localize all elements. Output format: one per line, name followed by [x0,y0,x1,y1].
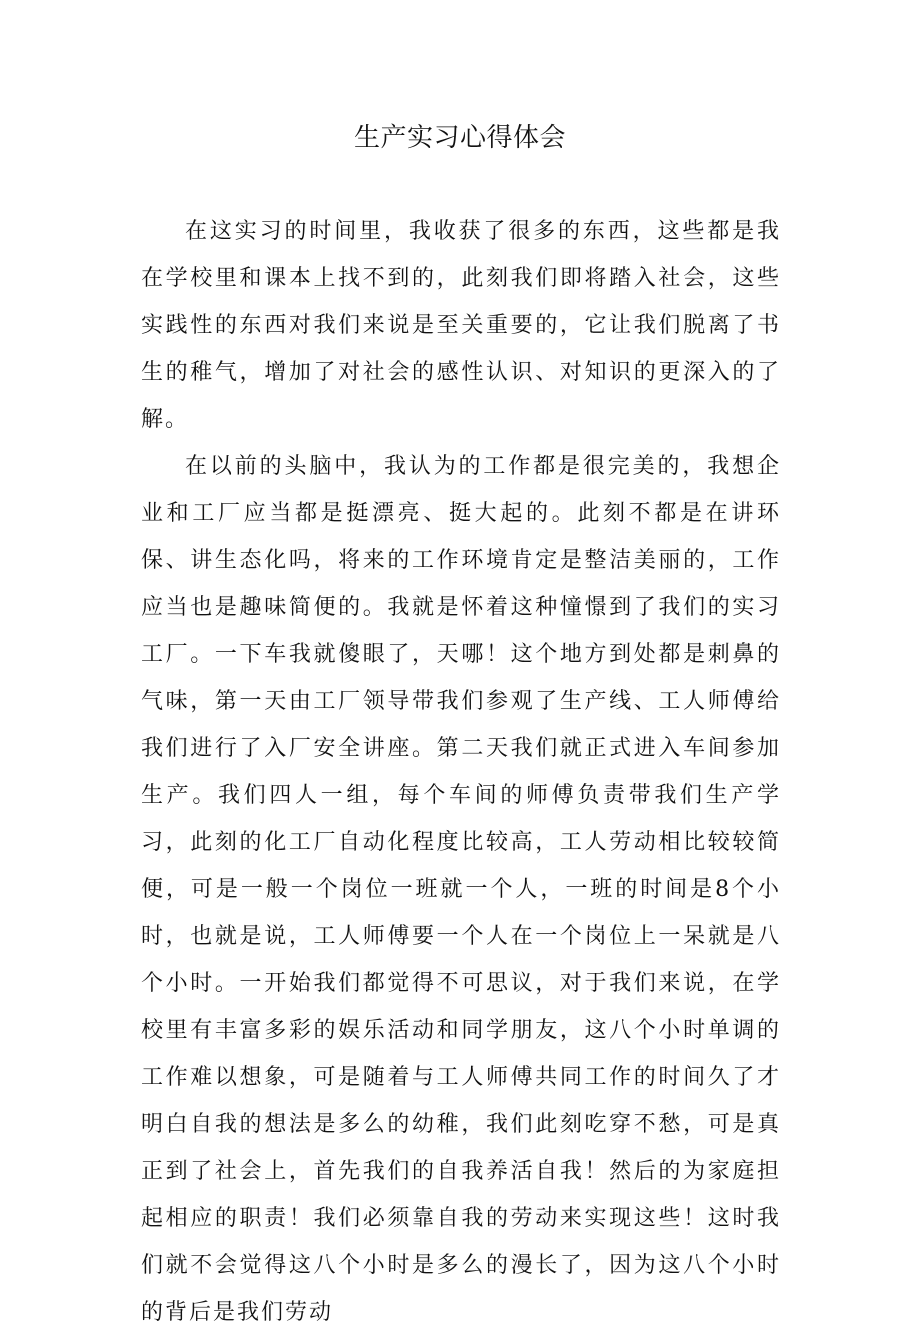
document-body [141,208,781,1336]
paragraph-2: 在以前的头脑中，我认为的工作都是很完美的，我想企业和工厂应当都是挺漂亮、挺大起的。此刻不都是在讲环保、讲生态化吗，将来的工作环境肯定是整洁美丽的，工作应当也是趣味简便的。我就是怀着这种憧憬到了我们的实习工厂。一下车我就傻眼了，天哪！这个地方到处都是刺鼻的气味，第一天由工厂领导带我们参观了生产线、工人师傅给我们进行了入厂安全讲座。第二天我们就正式进入车间参加生产。我们四人一组，每个车间的师傅负责带我们生产学习，此刻的化工厂自动化程度比较高，工人劳动相比较较简便，可是一般一个岗位一班就一个人，一班的时间是8个小时，也就是说，工人师傅要一个人在一个岗位上一呆就是八个小时。一开始我们都觉得不可思议，对于我们来说，在学校里有丰富多彩的娱乐活动和同学朋友，这八个小时单调的工作难以想象，可是随着与工人师傅共同工作的时间久了才明白自我的想法是多么的幼稚，我们此刻吃穿不愁，可是真正到了社会上，首先我们的自我养活自我！然后的为家庭担起相应的职责！我们必须靠自我的劳动来实现这些！这时我们就不会觉得这八个小时是多么的漫长了，因为这八个小时的背后是我们劳动 [141,454,781,1325]
paragraph-1: 在这实习的时间里，我收获了很多的东西，这些都是我在学校里和课本上找不到的，此刻我们即将踏入社会，这些实践性的东西对我们来说是至关重要的，它让我们脱离了书生的稚气，增加了对社会的感性认识、对知识的更深入的了解。 [141,219,781,432]
document-title: 生产实习心得体会 [353,123,566,153]
